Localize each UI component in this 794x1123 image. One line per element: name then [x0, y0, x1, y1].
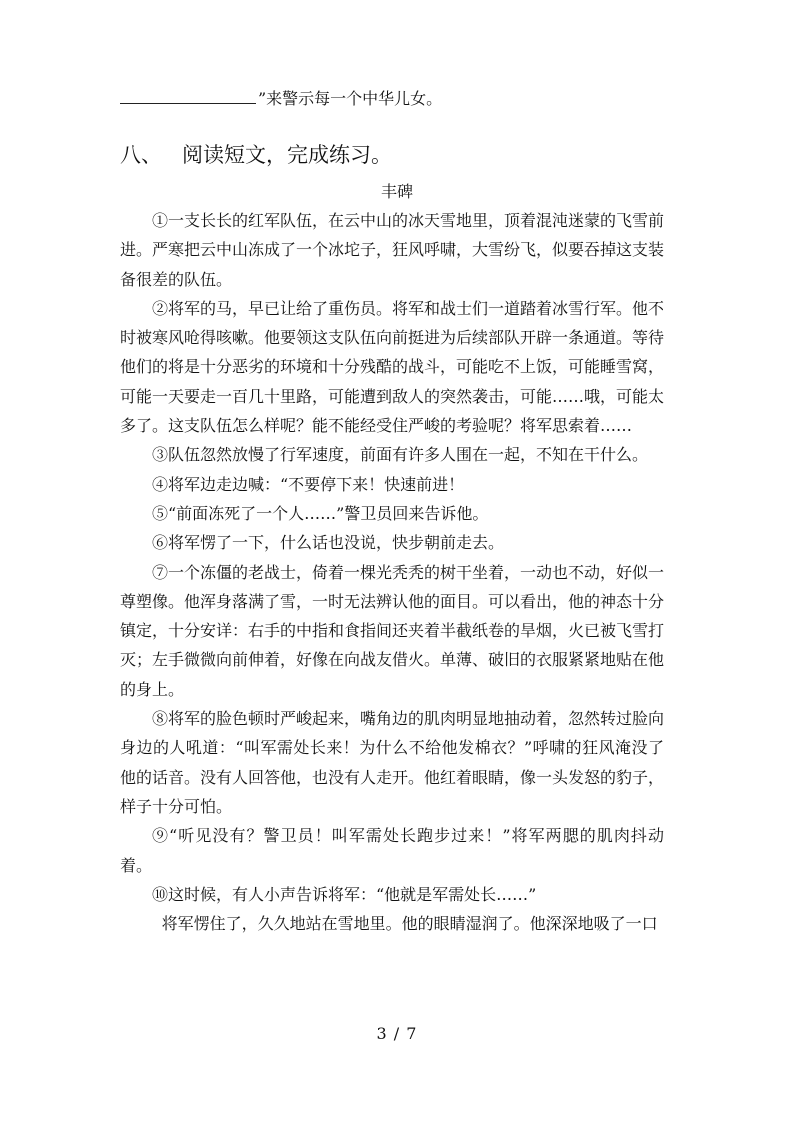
page-number: 3 / 7 — [376, 1024, 418, 1043]
paragraph-4: ④将军边走边喊：“不要停下来！快速前进！ — [152, 474, 465, 494]
fill-in-line — [120, 84, 680, 114]
section-title: 阅读短文，完成练习。 — [182, 143, 392, 167]
paragraph-1: ①一支长长的红军队伍，在云中山的冰天雪地里，顶着混沌迷蒙的飞雪前进。严寒把云中山冻成了一个冰坨子，狂风呼啸，大雪纷飞，似要吞掉这支装备很差的队伍。 — [120, 211, 665, 289]
paragraph-11: 将军愣住了，久久地站在雪地里。他的眼睛湿润了。他深深地吸了一口 — [161, 914, 658, 934]
article-body — [120, 206, 664, 938]
section-heading — [120, 138, 392, 172]
paragraph-10: ⑩这时候，有人小声告诉将军：“他就是军需处长……” — [152, 884, 537, 904]
paragraph-5: ⑤“前面冻死了一个人……”警卫员回来告诉他。 — [152, 503, 489, 523]
paragraph-2: ②将军的马，早已让给了重伤员。将军和战士们一道踏着冰雪行军。他不时被寒风呛得咳嗽。他要领这支队伍向前挺进为后续部队开辟一条通道。等待他们的将是十分恶劣的环境和十分残酷的战斗，可能吃不上饭，可能睡雪窝，可能一天要走一百几十里路，可能遭到敌人的突然袭击，可能……哦，可能太多了。这支队伍怎么样呢？能不能经受住严峻的考验呢？将军思索着…… — [120, 298, 665, 436]
paragraph-3: ③队伍忽然放慢了行军速度，前面有许多人围在一起，不知在干什么。 — [152, 445, 649, 465]
fill-in-line-text: ”来警示每一个中华儿女。 — [258, 89, 443, 108]
paragraph-6: ⑥将军愣了一下，什么话也没说，快步朝前走去。 — [152, 533, 505, 553]
article-title: 丰碑 — [380, 182, 413, 201]
paragraph-8: ⑧将军的脸色顿时严峻起来，嘴角边的肌肉明显地抽动着，忽然转过脸向身边的人吼道：“叫军需处长来！为什么不给他发棉衣？”呼啸的狂风淹没了他的话音。没有人回答他，也没有人走开。他红着眼睛，像一头发怒的豹子，样子十分可怕。 — [120, 709, 665, 816]
paragraph-7: ⑦一个冻僵的老战士，倚着一棵光秃秃的树干坐着，一动也不动，好似一尊塑像。他浑身落满了雪，一时无法辨认他的面目。可以看出，他的神态十分镇定，十分安详：右手的中指和食指间还夹着半截纸卷的旱烟，火已被飞雪打灭；左手微微向前伸着，好像在向战友借火。单薄、破旧的衣服紧紧地贴在他的身上。 — [120, 562, 665, 699]
section-number: 八、 — [120, 143, 162, 167]
answer-blank[interactable] — [120, 85, 256, 104]
paragraph-9: ⑨“听见没有？警卫员！叫军需处长跑步过来！”将军两腮的肌肉抖动着。 — [120, 826, 664, 875]
